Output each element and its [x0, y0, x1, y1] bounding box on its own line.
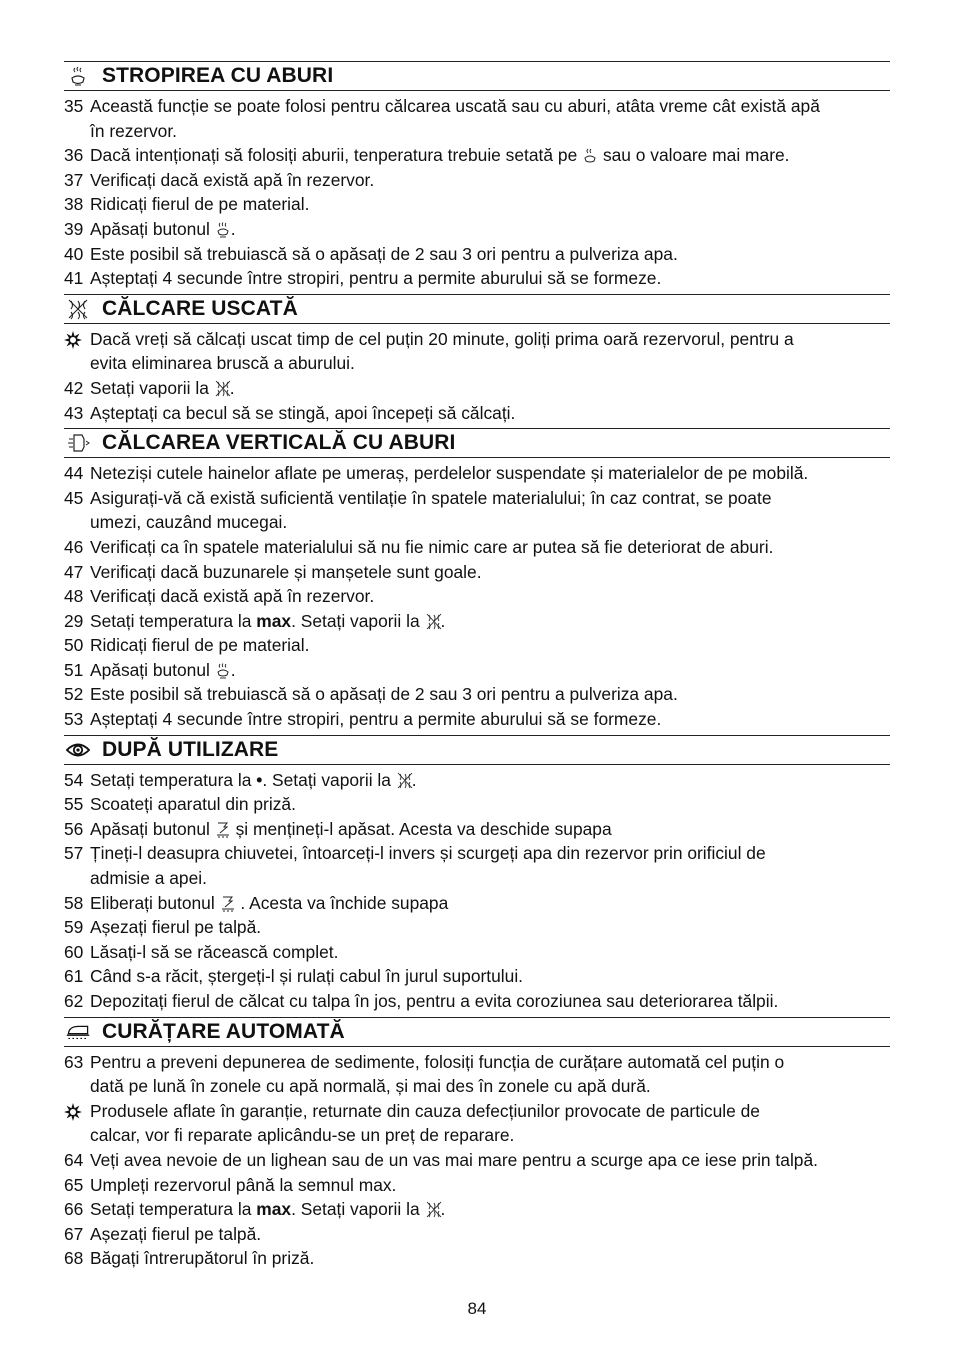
step-text-after-icon: și mențineți-l apăsat. Acesta va deschide supapa	[235, 818, 612, 839]
step-number: 40	[64, 243, 84, 264]
page-number: 84	[467, 1299, 487, 1318]
step-text-after-bold: . Setați vaporii la	[262, 769, 391, 790]
step-number: 63	[64, 1051, 84, 1072]
step-number: 38	[64, 194, 84, 215]
step-text: Așezați fierul pe talpă.	[90, 1223, 262, 1244]
spray-button-icon	[215, 661, 231, 678]
list-item	[64, 682, 890, 707]
instruction-list	[64, 91, 890, 294]
step-text-after-icon: .	[440, 610, 446, 631]
step-text-continued: dată pe lună în zonele cu apă normală, și mai des în zonele cu apă dură.	[90, 1076, 651, 1097]
list-item	[64, 1148, 890, 1173]
step-number: 37	[64, 169, 84, 190]
step-number: 45	[64, 487, 84, 508]
step-number: 53	[64, 709, 84, 730]
list-item	[64, 486, 890, 535]
step-text-continued: admisie a apei.	[90, 868, 207, 889]
steam-off-icon	[214, 379, 230, 396]
step-number: 65	[64, 1174, 84, 1195]
dry-iron-icon	[66, 298, 90, 320]
step-number: 43	[64, 402, 84, 423]
step-text: Așteptați 4 secunde între stropiri, pentru a permite aburului să se formeze.	[90, 709, 662, 730]
list-item	[64, 192, 890, 217]
step-text-after-bold: . Setați vaporii la	[291, 610, 420, 631]
step-text: Scoateți aparatul din priză.	[90, 794, 296, 815]
step-text-after-icon: .	[229, 377, 235, 398]
step-number: 57	[64, 843, 84, 864]
step-number: 66	[64, 1199, 84, 1220]
steam-off-icon	[425, 612, 441, 629]
instruction-list	[64, 458, 890, 735]
step-number: 46	[64, 536, 84, 557]
instruction-list	[64, 1047, 890, 1274]
steam-off-icon	[425, 1200, 441, 1217]
list-item	[64, 1246, 890, 1271]
step-text: Verificați dacă există apă în rezervor.	[90, 586, 375, 607]
step-number: 59	[64, 917, 84, 938]
step-text: Verificați ca în spatele materialului să nu fie nimic care ar putea să fie deteriorat de aburi.	[90, 536, 774, 557]
list-item	[64, 168, 890, 193]
step-number: 39	[64, 218, 84, 239]
step-text-continued: umezi, cauzând mucegai.	[90, 512, 288, 533]
step-text: Veți avea nevoie de un lighean sau de un vas mai mare pentru a scurge apa ce iese prin talpă.	[90, 1149, 818, 1170]
list-item	[64, 989, 890, 1014]
list-item	[64, 841, 890, 890]
list-item	[64, 1099, 890, 1148]
list-item	[64, 633, 890, 658]
step-number: 68	[64, 1248, 84, 1269]
list-item	[64, 461, 890, 486]
step-text: Așteptați ca becul să se stingă, apoi începeți să călcați.	[90, 402, 516, 423]
section-title: CĂLCAREA VERTICALĂ CU ABURI	[102, 431, 456, 455]
section-heading	[64, 61, 890, 91]
list-item	[64, 964, 890, 989]
step-text: Verificați dacă există apă în rezervor.	[90, 169, 375, 190]
list-item	[64, 94, 890, 143]
step-number: 67	[64, 1223, 84, 1244]
warning-star-icon	[64, 331, 82, 349]
step-text: Produsele aflate în garanție, returnate din cauza defecțiunilor provocate de particule de	[90, 1100, 760, 1121]
instruction-list	[64, 324, 890, 428]
step-number: 50	[64, 635, 84, 656]
step-text-continued: calcar, vor fi reparate aplicându-se un preț de reparare.	[90, 1125, 515, 1146]
step-number: 64	[64, 1149, 84, 1170]
step-text-after-icon: sau o valoare mai mare.	[602, 145, 790, 166]
manual-page	[64, 61, 890, 1274]
step-text: Această funcție se poate folosi pentru călcarea uscată sau cu aburi, atâta vreme cât există apă	[90, 96, 820, 116]
step-number: 35	[64, 96, 84, 116]
step-bold-value: max	[256, 1199, 292, 1220]
vertical-steam-icon	[66, 432, 90, 454]
section-heading	[64, 428, 890, 458]
step-number: 56	[64, 818, 84, 839]
section-title: DUPĂ UTILIZARE	[102, 737, 279, 761]
step-text: Ridicați fierul de pe material.	[90, 194, 310, 215]
step-number: 52	[64, 684, 84, 705]
step-number: 54	[64, 769, 84, 790]
step-text: Pentru a preveni depunerea de sedimente, folosiți funcția de curățare automată cel puțin o	[90, 1051, 785, 1072]
step-text: Setați temperatura la	[90, 610, 252, 631]
step-number: 48	[64, 586, 84, 607]
list-item	[64, 658, 890, 683]
step-text: Asigurați-vă că există suficientă ventilație în spatele materialului; în caz contrat, se poate	[90, 487, 772, 508]
step-number: 41	[64, 268, 84, 289]
steam-temp-icon	[582, 146, 598, 163]
list-item	[64, 242, 890, 267]
step-text: Umpleți rezervorul până la semnul max.	[90, 1174, 397, 1195]
list-item	[64, 376, 890, 401]
list-item	[64, 584, 890, 609]
step-text: Dacă vreți să călcați uscat timp de cel puțin 20 minute, goliți prima oară rezervorul, pentru a	[90, 328, 794, 349]
section-title: STROPIREA CU ABURI	[102, 64, 334, 87]
step-text: Apăsați butonul	[90, 218, 210, 239]
list-item	[64, 401, 890, 426]
list-item	[64, 940, 890, 965]
valve-button-icon	[215, 820, 231, 837]
step-text: Depozitați fierul de călcat cu talpa în jos, pentru a evita coroziunea sau deteriorarea tălpii.	[90, 991, 779, 1011]
list-item	[64, 266, 890, 291]
step-bold-value: •	[256, 769, 263, 790]
step-number: 51	[64, 659, 84, 680]
section-title: CURĂȚARE AUTOMATĂ	[102, 1019, 345, 1043]
list-item	[64, 707, 890, 732]
list-item	[64, 817, 890, 842]
step-text-after-icon: .	[230, 218, 236, 239]
warning-star-icon	[64, 1103, 82, 1121]
step-text: Setați vaporii la	[90, 377, 209, 398]
list-item	[64, 1050, 890, 1099]
list-item	[64, 535, 890, 560]
eye-icon	[66, 739, 90, 761]
step-text-continued: în rezervor.	[90, 120, 177, 141]
step-text-after-bold: . Setați vaporii la	[291, 1199, 420, 1220]
section-heading	[64, 1017, 890, 1047]
step-number: 58	[64, 892, 84, 913]
step-text: Când s-a răcit, ștergeți-l și rulați cabul în jurul suportului.	[90, 966, 524, 987]
step-number: 47	[64, 561, 84, 582]
step-bold-value: max	[256, 610, 292, 631]
list-item	[64, 792, 890, 817]
section-heading	[64, 294, 890, 324]
list-item	[64, 1197, 890, 1222]
list-item	[64, 327, 890, 376]
step-text: Setați temperatura la	[90, 769, 252, 790]
step-text-after-icon: . Acesta va închide supapa	[240, 892, 449, 913]
step-text: Dacă intenționați să folosiți aburii, tenperatura trebuie setată pe	[90, 145, 578, 166]
list-item	[64, 1222, 890, 1247]
steam-off-icon	[396, 771, 412, 788]
steam-spray-icon	[66, 65, 90, 87]
self-clean-icon	[66, 1021, 90, 1043]
step-number: 29	[64, 610, 84, 631]
step-number: 44	[64, 463, 84, 484]
step-text: Este posibil să trebuiască să o apăsați de 2 sau 3 ori pentru a pulveriza apa.	[90, 243, 678, 264]
step-text: Setați temperatura la	[90, 1199, 252, 1220]
step-number: 36	[64, 145, 84, 166]
valve-button-icon	[220, 894, 236, 911]
list-item	[64, 217, 890, 242]
step-text: Lăsați-l să se răcească complet.	[90, 941, 339, 962]
step-text-continued: evita eliminarea bruscă a aburului.	[90, 353, 355, 374]
list-item	[64, 768, 890, 793]
step-number: 42	[64, 377, 84, 398]
step-text: Băgați întrerupătorul în priză.	[90, 1248, 315, 1269]
step-number: 55	[64, 794, 84, 815]
step-text: Apăsați butonul	[90, 818, 210, 839]
step-text: Așezați fierul pe talpă.	[90, 917, 262, 938]
step-number: 61	[64, 966, 84, 987]
step-number: 60	[64, 941, 84, 962]
step-text: Apăsați butonul	[90, 659, 210, 680]
step-text: Verificați dacă buzunarele și manșetele sunt goale.	[90, 561, 482, 582]
list-item	[64, 609, 890, 634]
step-text: Este posibil să trebuiască să o apăsați de 2 sau 3 ori pentru a pulveriza apa.	[90, 684, 678, 705]
list-item	[64, 560, 890, 585]
step-text: Țineți-l deasupra chiuvetei, întoarceți-l invers și scurgeți apa din rezervor prin orificiul de	[90, 843, 766, 864]
list-item	[64, 891, 890, 916]
list-item	[64, 143, 890, 168]
step-text: Neteziși cutele hainelor aflate pe umeraș, perdelelor suspendate și materialelor de pe mobilă.	[90, 463, 809, 484]
list-item	[64, 1173, 890, 1198]
step-text: Ridicați fierul de pe material.	[90, 635, 310, 656]
step-text-after-icon: .	[411, 769, 417, 790]
instruction-list	[64, 765, 890, 1017]
spray-button-icon	[215, 220, 231, 237]
section-title: CĂLCARE USCATĂ	[102, 296, 298, 320]
step-number: 62	[64, 991, 84, 1011]
step-text: Eliberați butonul	[90, 892, 215, 913]
step-text: Așteptați 4 secunde între stropiri, pentru a permite aburului să se formeze.	[90, 268, 662, 289]
section-heading	[64, 735, 890, 765]
step-text-after-icon: .	[440, 1199, 446, 1220]
step-text-after-icon: .	[230, 659, 236, 680]
list-item	[64, 915, 890, 940]
